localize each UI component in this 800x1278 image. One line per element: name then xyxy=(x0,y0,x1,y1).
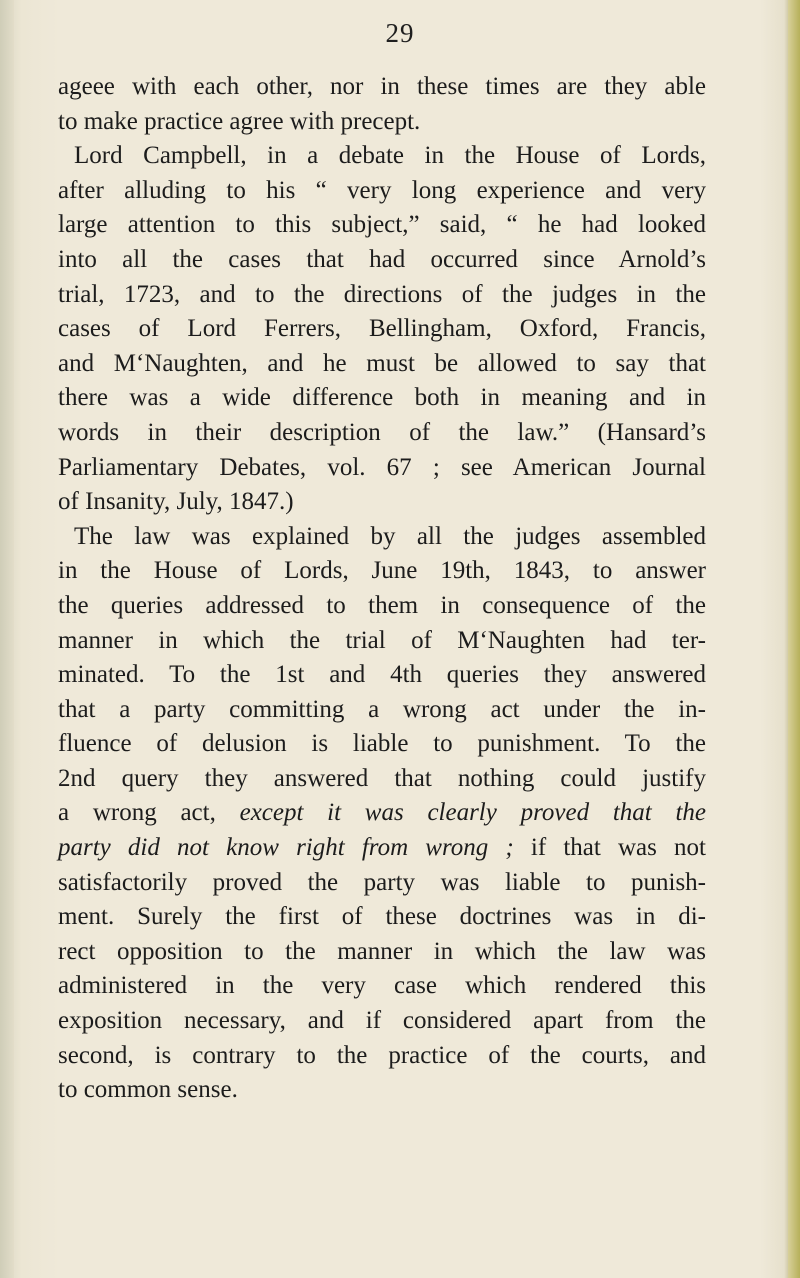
text-line-content: to make practice agree with precept. xyxy=(58,107,421,135)
text-line-continuation: if that was not xyxy=(513,834,706,862)
text-line xyxy=(58,520,706,555)
text-line-content: large attention to this subject,” said, “ he had looked xyxy=(58,211,706,239)
text-line xyxy=(58,1073,706,1108)
text-line xyxy=(58,208,706,243)
text-line xyxy=(58,70,706,105)
text-line-content: that a party committing a wrong act under the in- xyxy=(58,695,706,723)
text-line-italic: party did not know right from wrong ; xyxy=(58,834,514,862)
text-line xyxy=(58,969,706,1004)
text-line-content: fluence of delusion is liable to punishment. To the xyxy=(58,730,706,758)
text-line xyxy=(58,796,706,831)
text-line-content: the queries addressed to them in consequence of the xyxy=(58,591,706,619)
text-line xyxy=(58,554,706,589)
body-text xyxy=(58,70,706,1108)
page-number: 29 xyxy=(385,18,415,48)
text-line xyxy=(58,1039,706,1074)
text-line-content: manner in which the trial of M‘Naughten had ter- xyxy=(58,626,706,654)
text-line xyxy=(58,727,706,762)
text-line xyxy=(58,624,706,659)
text-line xyxy=(58,451,706,486)
text-line xyxy=(58,243,706,278)
text-line-content: satisfactorily proved the party was liable to punish- xyxy=(58,868,706,896)
text-line-content: minated. To the 1st and 4th queries they answered xyxy=(58,661,706,689)
page-left-edge xyxy=(0,0,14,1278)
text-line-content: The law was explained by all the judges assembled xyxy=(74,522,706,550)
text-line-content: ment. Surely the first of these doctrines was in di- xyxy=(58,903,706,931)
text-line-content: a wrong act, xyxy=(58,799,240,827)
text-line xyxy=(58,693,706,728)
text-line xyxy=(58,900,706,935)
text-line-content: of Insanity, July, 1847.) xyxy=(58,488,294,516)
text-line xyxy=(58,381,706,416)
text-line-content: and M‘Naughten, and he must be allowed to say that xyxy=(58,349,706,377)
text-line-content: in the House of Lords, June 19th, 1843, to answer xyxy=(58,557,706,585)
text-line xyxy=(58,762,706,797)
text-line-content: exposition necessary, and if considered apart from the xyxy=(58,1007,706,1035)
text-line xyxy=(58,589,706,624)
text-line xyxy=(58,105,706,140)
text-line-content: trial, 1723, and to the directions of the judges in the xyxy=(58,280,706,308)
text-line xyxy=(58,416,706,451)
text-line xyxy=(58,278,706,313)
text-line-content: Lord Campbell, in a debate in the House of Lords, xyxy=(74,142,706,170)
text-line xyxy=(58,485,706,520)
text-line-content: second, is contrary to the practice of the courts, and xyxy=(58,1041,706,1069)
text-line xyxy=(58,935,706,970)
text-line xyxy=(58,347,706,382)
text-line-italic: except it was clearly proved that the xyxy=(239,799,706,827)
text-line-content: Parliamentary Debates, vol. 67 ; see American Journal xyxy=(58,453,706,481)
text-line xyxy=(58,312,706,347)
text-line-content: into all the cases that had occurred since Arnold’s xyxy=(58,245,706,273)
text-line-content: administered in the very case which rendered this xyxy=(58,972,706,1000)
text-line xyxy=(58,139,706,174)
text-line-content: ageee with each other, nor in these times are they able xyxy=(58,73,706,100)
text-line-content: to common sense. xyxy=(58,1076,238,1104)
page-right-edge xyxy=(788,0,800,1278)
text-line xyxy=(58,658,706,693)
text-line-content: cases of Lord Ferrers, Bellingham, Oxford, Francis, xyxy=(58,315,706,343)
text-line-content: 2nd query they answered that nothing could justify xyxy=(58,764,706,792)
text-line xyxy=(58,866,706,901)
text-line-content: there was a wide difference both in meaning and in xyxy=(58,384,706,412)
text-line xyxy=(58,1004,706,1039)
text-line-content: words in their description of the law.” (Hansard’s xyxy=(58,418,706,446)
text-line xyxy=(58,174,706,209)
text-line-content: after alluding to his “ very long experience and very xyxy=(58,176,706,204)
text-line-content: rect opposition to the manner in which the law was xyxy=(58,937,706,965)
text-line xyxy=(58,831,706,866)
